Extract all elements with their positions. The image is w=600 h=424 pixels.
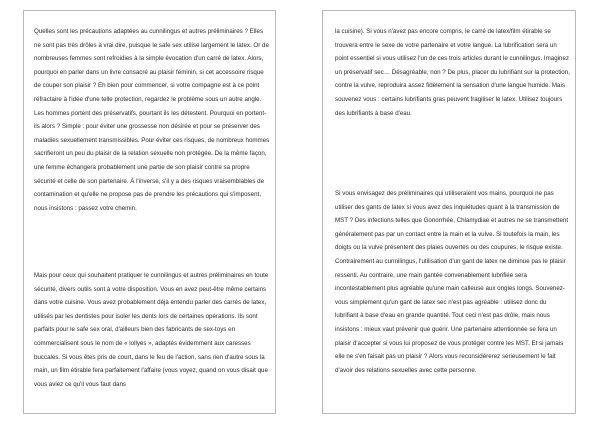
left-paragraph-1: Quelles sont les précautions adaptées au cunnilingus et autres préliminaires ? Elles ne sont pas très drôles à vrai dire, puisque le safe sex utilise largement le latex. Or de nombreuses femmes sont refroidies à la simple évocation d'un carré de latex. Alors, pourquoi en parler dans un livre consacré au plaisir féminin, si cet accessoire risque de couper son plaisir ? Eh bien pour commencer, si votre compagne est à ce point réfractaire à l'idée d'une telle protection, regardez le problème sous un autre angle. Les hommes portent des préservatifs, pourtant ils les détestent. Pourquoi en portent-ils alors ? Simple : pour éviter une grossesse non désirée et pour se préserver des maladies sexuellement transmissibles. Pour éviter ces risques, de nombreux hommes sacrifieront un peu du plaisir de la relation sexuelle non protégée. De la même façon, une femme échangera probablement une partie de son plaisir contre sa propre sécurité et celle de son partenaire. À l'inverse, s'il y a des risques vraisemblables de contamination et qu'elle ne propose pas de prendre les précautions qui s'imposent, nous insistons : passez votre chemin. — [34, 28, 270, 212]
right-paragraph-2: Si vous envisagez des préliminaires qui utiliseraient vos mains, pourquoi ne pas utiliser des gants de latex si vous avez des inquiétudes quant à la transmission de MST ? Des infections telles que Gonorrhée, Chlamydiae et autres ne se transmettent généralement pas par un contact entre la main et la vulve. Si toutefois la main, les doigts ou la vulve présentent des plaies ouvertes ou des coupures, le risque existe. Contrairement au cunnilingus, l'utilisation d'un gant de latex ne diminue pas le plaisir ressenti. Au contraire, une main gantée convenablement lubrifiée sera incontestablement plus agréable qu'une main calleuse aux ongles longs. Souvenez-vous simplement qu'un gant de latex sec n'est pas agréable : utilisez donc du lubrifiant à base d'eau en grande quantité. Tout ceci n'est pas drôle, mais nous insistons : mieux vaut prévenir que guérir. Une partenaire attentionnée se fera un plaisir d'accepter si vous lui proposez de vous protéger contre les MST. Et si jamais elle ne s'en faisait pas un plaisir ? Alors vous reconsidérerez sérieusement le fait d'avoir des relations sexuelles avec cette personne. — [335, 190, 569, 374]
left-page — [23, 10, 276, 414]
right-paragraph-1: la cuisine). Si vous n'avez pas encore compris, le carré de latex/film étirable se trouvera entre le sexe de votre partenaire et votre langue. La lubrification sera un point essentiel si vous utilisez l'un de ces trois articles durant le cunnilingus. Imaginez un préservatif sec… Désagréable, non ? De plus, placer du lubrifiant sur la protection, contre la vulve, reproduira assez fidèlement la sensation d'une langue humide. Mais souvenez vous : certains lubrifiants gras peuvent fragiliser le latex. Utilisez toujours des lubrifiants à base d'eau. — [335, 28, 570, 117]
right-page — [322, 10, 576, 414]
left-paragraph-2: Mais pour ceux qui souhaitent pratiquer le cunnilingus et autres préliminaires en toute sécurité, divers outils sont à votre disposition. Vous en avez peut-être même certains dans votre cuisine. Vous avez probablement déjà entendu parler des carrés de latex, utilisés par les dentistes pour isoler les dents lors de certaines opérations. Ils sont parfaits pour le safe sex oral, d'ailleurs bien des fabricants de sex-toys en commercialisent sous le nom de « lollyes », adaptés évidemment aux caresses buccales. Si vous êtes pris de court, dans le feu de l'action, sans rien d'autre sous la main, un film étirable fera parfaitement l'affaire (vous voyez, quand on vous disait que vous aviez ce qu'il vous faut dans — [34, 272, 269, 388]
